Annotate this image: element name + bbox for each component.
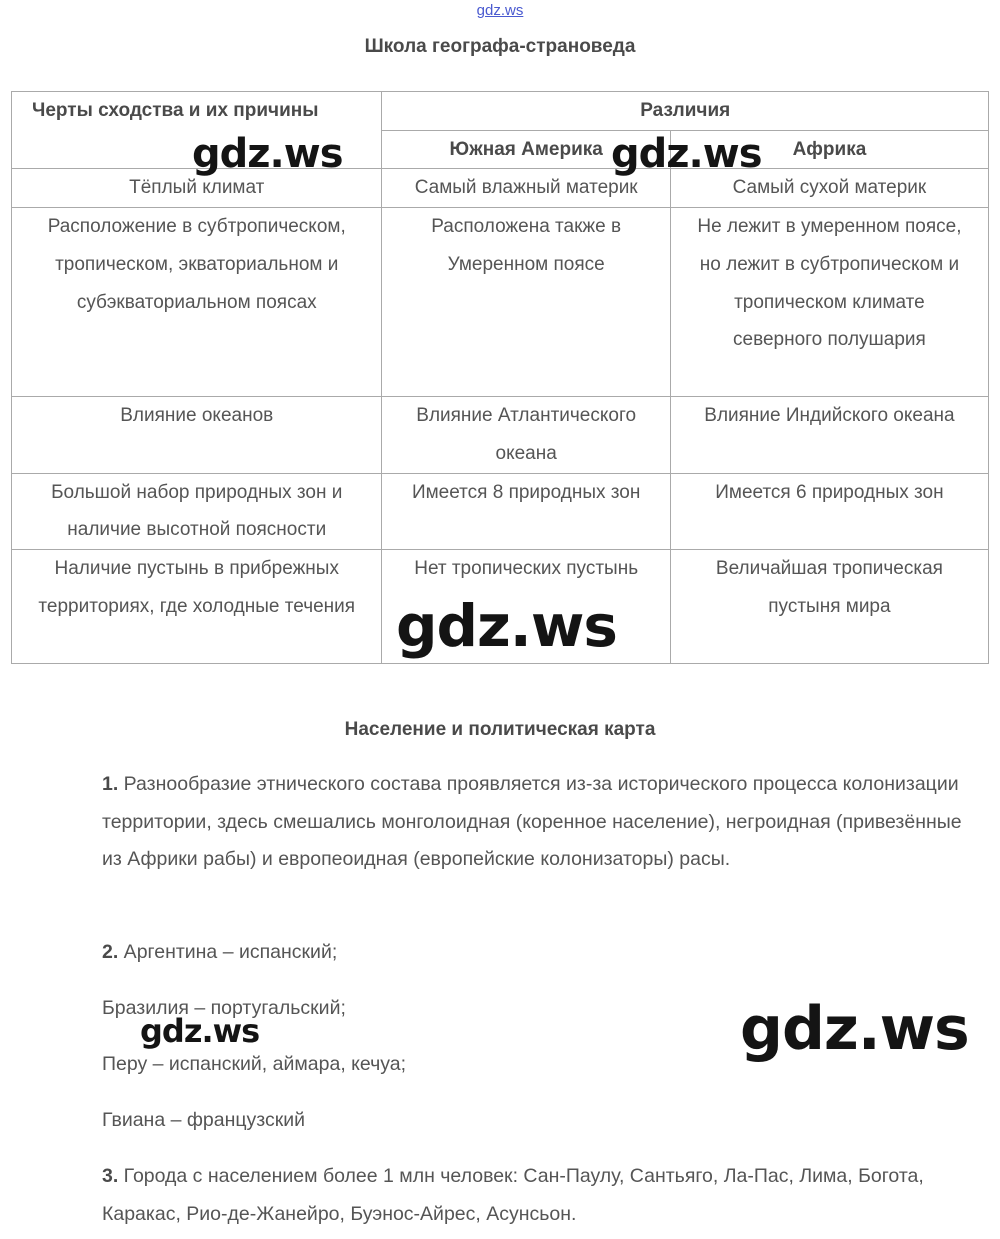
item-text: Разнообразие этнического состава проявляется из-за исторического процесса колонизации территории, здесь смешались монголоидная (коренное население), негроидная (привезённые из Африки рабы) и европеоидная (европейские колонизаторы) расы.: [102, 773, 962, 871]
table-cell: Расположение в субтропическом, тропическом, экваториальном и субэкваториальном поясах: [12, 208, 382, 397]
table-row: [12, 169, 989, 208]
comparison-table: [11, 91, 989, 664]
table-cell: Влияние Атлантического океана: [382, 397, 670, 473]
table-cell: Влияние океанов: [12, 397, 382, 473]
list-item: [102, 1158, 972, 1233]
table-row: [12, 397, 989, 473]
table-cell: Самый сухой материк: [670, 169, 988, 208]
item-text: Аргентина – испанский;: [118, 941, 338, 963]
top-watermark-link[interactable]: gdz.ws: [476, 2, 524, 19]
table-cell: Имеется 8 природных зон: [382, 473, 670, 549]
table-cell: Тёплый климат: [12, 169, 382, 208]
header-south-america: Южная Америка: [382, 130, 670, 169]
item-number: 3.: [102, 1165, 119, 1187]
table-cell: Расположена также в Умеренном поясе: [382, 208, 670, 397]
table-cell: Наличие пустынь в прибрежных территориях, где холодные течения: [12, 549, 382, 663]
watermark: gdz.ws: [611, 131, 762, 177]
table-row: [12, 208, 989, 397]
watermark: gdz.ws: [740, 994, 969, 1064]
item-number: 2.: [102, 941, 119, 963]
table-cell: Величайшая тропическая пустыня мира: [670, 549, 988, 663]
list-item: [102, 934, 972, 972]
list-item: [102, 766, 972, 879]
list-item: [102, 1102, 972, 1140]
header-similarities: Черты сходства и их причины: [12, 92, 382, 169]
item-text: Перу – испанский, аймара, кечуа;: [102, 1053, 407, 1075]
header-africa: Африка: [670, 130, 988, 169]
page-title: Школа географа-страноведа: [364, 36, 636, 57]
table-cell: Не лежит в умеренном поясе, но лежит в субтропическом и тропическом климате северного полушария: [670, 208, 988, 397]
table-cell: Влияние Индийского океана: [670, 397, 988, 473]
watermark: gdz.ws: [396, 592, 617, 660]
header-differences: Различия: [382, 92, 989, 131]
section-title: Население и политическая карта: [344, 719, 656, 740]
table-cell: Имеется 6 природных зон: [670, 473, 988, 549]
watermark: gdz.ws: [140, 1012, 260, 1050]
table-row: [12, 473, 989, 549]
item-text: Гвиана – французский: [102, 1109, 306, 1131]
item-number: 1.: [102, 773, 119, 795]
item-text: Бразилия – португальский;: [102, 997, 346, 1019]
table-cell: Большой набор природных зон и наличие высотной поясности: [12, 473, 382, 549]
watermark: gdz.ws: [192, 131, 343, 177]
table-cell: Нет тропических пустынь: [382, 549, 670, 663]
item-text: Города с населением более 1 млн человек: Сан-Паулу, Сантьяго, Ла-Пас, Лима, Богота, Каракас, Рио-де-Жанейро, Буэнос-Айрес, Асунсьон.: [102, 1165, 924, 1225]
table-cell: Самый влажный материк: [382, 169, 670, 208]
